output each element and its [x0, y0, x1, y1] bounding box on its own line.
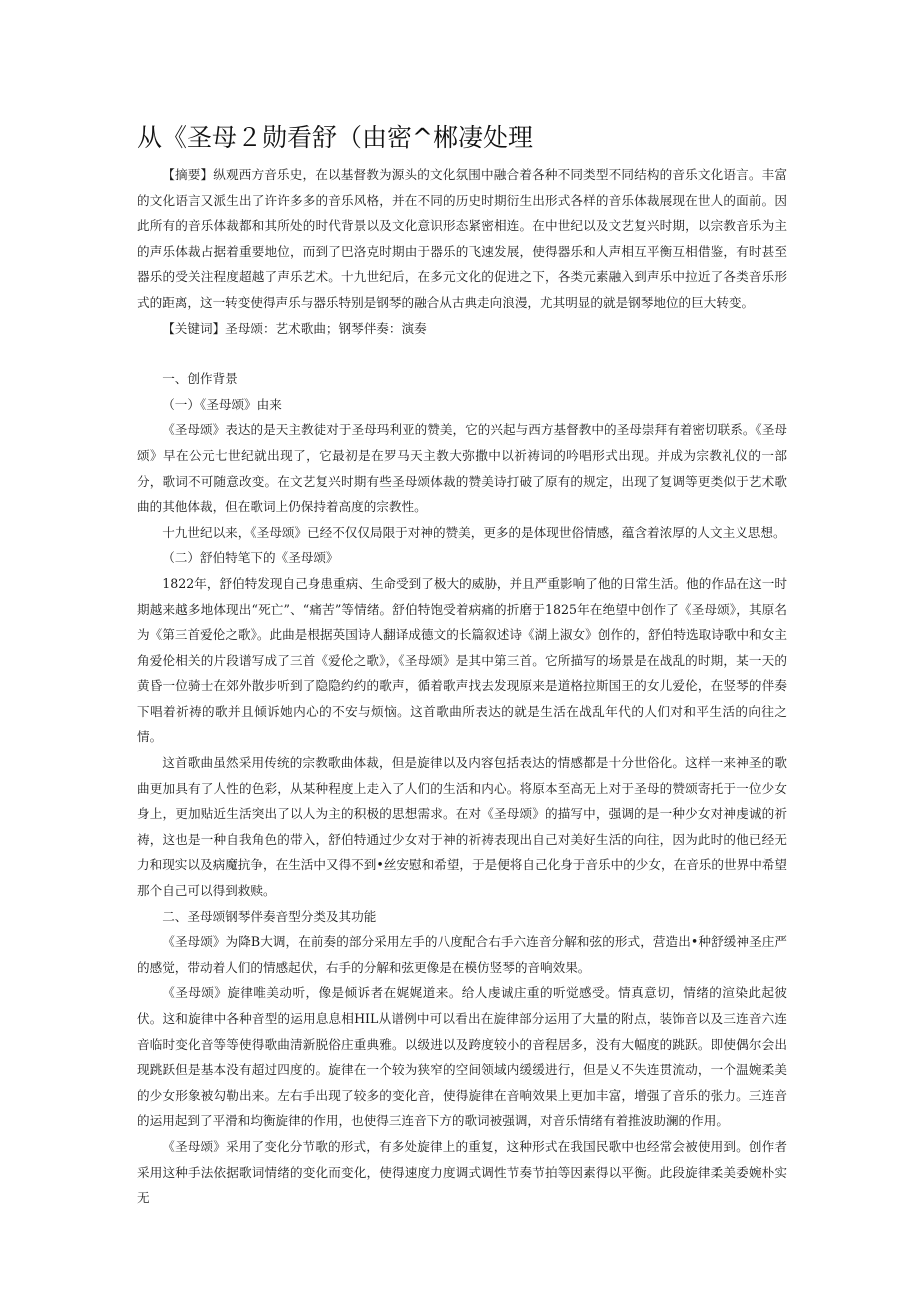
subsection-1-1-heading: （一）《圣母颂》由来: [162, 396, 282, 412]
document-title: 从《圣母２勋看舒（由密^郴凄处理: [137, 123, 533, 152]
section-2-heading: 二、圣母颂钢琴伴奏音型分类及其功能: [162, 908, 377, 924]
subsection-1-2-paragraph-1: 1822年，舒伯特发现自己身患重病、生命受到了极大的威胁，并且严重影响了他的日常生活。他的作品在这一时期越来越多地体现出“死亡”、“痛苦”等情绪。舒伯特饱受着病痛的折磨于1825年在绝望中创作了《圣母颂》，其原名为《第三首爱伦之歌》。此曲是根据英国诗人翻译成德文的长篇叙述诗《湖上淑女》创作的，舒伯特选取诗歌中和女主角爱伦相关的片段谱写成了三首《爱伦之歌》，《圣母颂》是其中第三首。它所描写的场景是在战乱的时期，某一天的黄昏一位骑士在郊外散步听到了隐隐约约的歌声，循着歌声找去发现原来是道格拉斯国王的女儿爱伦，在竖琴的伴奏下唱着祈祷的歌并且倾诉她内心的不安与烦恼。这首歌曲所表达的就是生活在战乱年代的人们对和平生活的向往之情。: [137, 575, 787, 745]
section-2-paragraph-2: 《圣母颂》旋律唯美动听，像是倾诉者在娓娓道来。给人虔诚庄重的听觉感受。情真意切，情绪的渲染此起彼伏。这和旋律中各种音型的运用息息相HIL从谱例中可以看出在旋律部分运用了大量的附点，装饰音以及三连音六连音临时变化音等等使得歌曲清新脱俗庄重典雅。以级进以及跨度较小的音程居多，没有大幅度的跳跃。即使偶尔会出现跳跃但是基本没有超过四度的。旋律在一个较为狭窄的空间领域内缓缓进行，但是乂不失连贯流动，一个温婉柔美的少女形象被勾勒出来。左右手出现了较多的变化音，使得旋律在音响效果上更加丰富，增强了音乐的张力。三连音的运用起到了平滑和均衡旋律的作用，也使得三连音下方的歌词被强调，对音乐情绪有着推波助澜的作用。: [137, 985, 787, 1129]
subsection-1-1-paragraph-1: 《圣母颂》表达的是天主教徒对于圣母玛利亚的赞美，它的兴起与西方基督教中的圣母崇拜有着密切联系。《圣母颂》早在公元七世纪就出现了，它最初是在罗马天主教大弥撒中以祈祷词的吟唱形式出现。并成为宗教礼仪的一部分，歌词不可随意改变。在文艺复兴时期有些圣母颂体裁的赞美诗打破了原有的规定，出现了复调等更类似于艺术歌曲的其他体裁，但在歌词上仍保持着高度的宗教性。: [137, 422, 787, 515]
section-2-paragraph-1: 《圣母颂》为降B大调，在前奏的部分采用左手的八度配合右手六连音分解和弦的形式，营造出•种舒缓神圣庄严的感觉，带动着人们的情感起伏，右手的分解和弦更像是在模仿竖琴的音响效果。: [137, 934, 787, 975]
subsection-1-2-paragraph-2: 这首歌曲虽然采用传统的宗教歌曲体裁，但是旋律以及内容包括表达的情感都是十分世俗化。这样一来神圣的歌曲更加具有了人性的色彩，从某种程度上走入了人们的生活和内心。将原本至高无上对于圣母的赞颂寄托于一位少女身上，更加贴近生活突出了以人为主的积极的思想需求。在对《圣母颂》的描写中，强调的是一种少女对神虔诚的祈祷，这也是一种自我角色的带入，舒伯特通过少女对于神的祈祷表现出自己对美好生活的向往，因为此时的他已经无力和现实以及病魔抗争，在生活中又得不到•丝安慰和希望，于是便将自己化身于音乐中的少女，在音乐的世界中希望那个自己可以得到救赎。: [137, 755, 787, 899]
subsection-1-2-heading: （二）舒伯特笔下的《圣母颂》: [162, 550, 339, 566]
section-2-paragraph-3: 《圣母颂》采用了变化分节歌的形式，有多处旋律上的重复，这种形式在我国民歌中也经常会被使用到。创作者采用这种手法依据歌词情绪的变化而变化，使得速度力度调式调性节奏节拍等因素得以平衡。此段旋律柔美委婉朴实无: [137, 1138, 787, 1206]
abstract-paragraph: 【摘要】纵观西方音乐史，在以基督教为源头的文化氛围中融合着各种不同类型不同结构的音乐文化语言。丰富的文化语言又派生出了许许多多的音乐风格，并在不同的历史时期衍生出形式各样的音乐体裁展现在世人的面前。因此所有的音乐体裁都和其所处的时代背景以及文化意识形态紧密相连。在中世纪以及文艺复兴时期，以宗教音乐为主的声乐体裁占据着重要地位，而到了巴洛克时期由于器乐的飞速发展，使得器乐和人声相互平衡互相借鉴，有时甚至器乐的受关注程度超越了声乐艺术。十九世纪后，在多元文化的促进之下，各类元素融入到声乐中拉近了各类音乐形式的距离，这一转变使得声乐与器乐特别是钢琴的融合从古典走向浪漫，尤其明显的就是钢琴地位的巨大转变。: [137, 167, 787, 310]
document-page: [137, 120, 787, 1211]
section-gap: [137, 341, 787, 366]
subsection-1-1-paragraph-2: 十九世纪以来，《圣母颂》已经不仅仅局限于对神的赞美，更多的是体现世俗情感，蕴含着浓厚的人文主义思想。: [162, 524, 786, 540]
section-1-heading: 一、创作背景: [162, 371, 238, 387]
keywords-paragraph: 【关键词】圣母颂：艺术歌曲；钢琴伴奏：演奏: [162, 320, 427, 336]
